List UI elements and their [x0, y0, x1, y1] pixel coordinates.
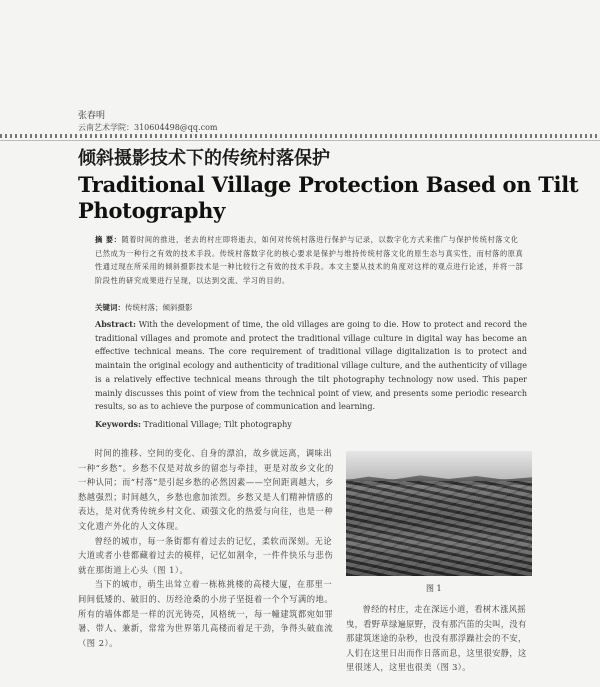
keywords-chinese-text: 传统村落；倾斜摄影 [125, 303, 193, 312]
keywords-english-text: Traditional Village; Tilt photography [141, 420, 292, 429]
title-english: Traditional Village Protection Based on Tilt Photography [78, 172, 579, 223]
body-paragraph: 曾经的城市，每一条街都有着过去的记忆，柔软而深刻。无论大道或者小巷都藏着过去的模样，记忆如割伞，一件件快乐与悲伤就在那街道上心头（图 1）。 [78, 535, 334, 575]
keywords-chinese-label: 关键词： [95, 303, 125, 312]
body-left-column [78, 446, 336, 650]
abstract-chinese-text: 随着时间的推进，老去的村庄即将逝去，如何对传统村落进行保护与记录，以数字化方式来推广与保护传统村落文化已然成为一种行之有效的技术手段。传统村落数字化的核心要求是保护与维持传统村落文化的原生态与真实性，而村落的原真性通过现在所采用的倾斜摄影技术是一种比较行之有效的技术手段。本文主要从技术的角度对这样的观点进行论述，并将一部阶段性的研究成果进行呈现，以达到交流、学习的目的。 [95, 235, 524, 285]
title-chinese: 倾斜摄影技术下的传统村落保护 [78, 148, 330, 169]
abstract-chinese [95, 233, 525, 287]
body-paragraph: 时间的推移、空间的变化、自身的漂泊，故乡就远离，调味出一种“乡愁”。乡愁不仅是对故乡的留恋与牵挂，更是对故乡文化的一种认同；而“村落”是引起乡愁的必然因素——空间距离越大，乡愁越强烈；时间越久，乡愁也愈加浓烈。乡愁又是人们精神情感的表达，是对优秀传统乡村文化、顽强文化的热爱与向往，也是一种文化遗产外化的人文体现。 [78, 448, 334, 531]
abstract-english-label: Abstract: [95, 319, 136, 329]
photo-village-roofs [346, 481, 532, 576]
figure-caption: 图 1 [426, 584, 442, 593]
body-right-column [346, 602, 532, 675]
keywords-english-label: Keywords: [95, 419, 142, 429]
abstract-chinese-label: 摘 要： [95, 235, 122, 244]
abstract-english-text: With the development of time, the old villages are going to die. How to protect and record the traditional villages and promote and protect the traditional village culture in digital way has become an effective technical means. The core requirement of traditional village digitalization is to protect and maintain the original ecology and authenticity of traditional village culture, and the authenticity of village is a relatively effective technical means through the tilt photography technology now used. This paper mainly discusses this point of view from the technical point of view, and presents some periodic research results, so as to achieve the purpose of communication and learning. [95, 320, 527, 412]
author-name: 张春明 [78, 111, 106, 121]
photo-sky [346, 451, 532, 479]
body-paragraph: 曾经的村庄，走在深远小道，看树木涨风摇曳，看野草绿遍原野，没有那汽笛的尖叫，没有那建筑迷途的杂秒，也没有那浮躁社会的不安，人们在这里日出而作日落而息，这里很安静，这里很迷人，这里也很美（图 3）。 [346, 604, 527, 673]
abstract-english [95, 318, 527, 414]
header-hatch-divider [0, 134, 600, 138]
body-paragraph: 当下的城市，萌生出耸立着一栋栋挑楼的高楼大厦，在那里一间间低矮的、破旧的、历经沧桑的小房子坚挺着一个个写满的地。所有的墙体都是一样的沉光铸亮，风格统一，每一幢建筑都宛如罪暑、带人、兼新，常常为世界第几高楼而着足干劲，争得头破血流（图 2）。 [78, 579, 334, 648]
header-rule [0, 140, 600, 141]
keywords-english [95, 418, 292, 431]
village-aerial-photo [346, 451, 532, 576]
author-affiliation: 云南艺术学院：310604498@qq.com [78, 123, 218, 132]
keywords-chinese [95, 302, 193, 314]
